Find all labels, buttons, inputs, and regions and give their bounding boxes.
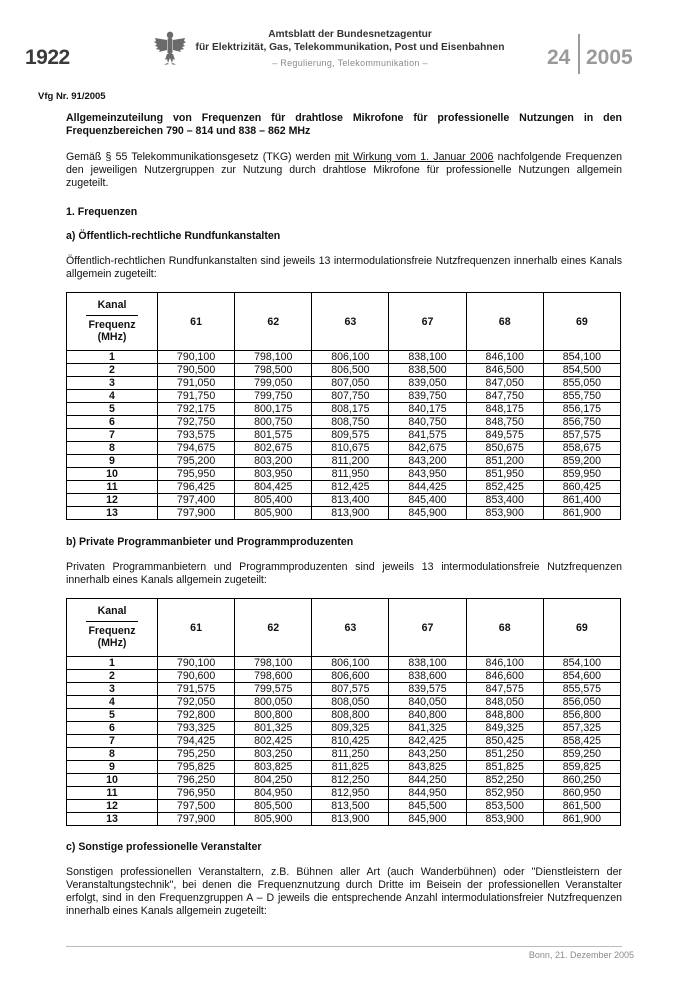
channel-header: 61 bbox=[158, 293, 235, 351]
frequency-value-cell: 796,950 bbox=[158, 787, 235, 800]
frequency-value-cell: 805,400 bbox=[235, 494, 312, 507]
frequency-value-cell: 795,200 bbox=[158, 455, 235, 468]
frequency-value-cell: 792,750 bbox=[158, 416, 235, 429]
frequency-number-cell: 9 bbox=[67, 455, 158, 468]
frequency-value-cell: 845,900 bbox=[389, 507, 466, 520]
frequency-number-cell: 10 bbox=[67, 468, 158, 481]
channel-header: 69 bbox=[543, 293, 620, 351]
table-row bbox=[67, 813, 621, 826]
frequency-value-cell: 839,750 bbox=[389, 390, 466, 403]
frequency-value-cell: 847,750 bbox=[466, 390, 543, 403]
footer-divider bbox=[66, 946, 622, 947]
frequency-value-cell: 807,575 bbox=[312, 683, 389, 696]
frequency-value-cell: 853,400 bbox=[466, 494, 543, 507]
corner-header bbox=[67, 599, 158, 657]
frequency-value-cell: 811,950 bbox=[312, 468, 389, 481]
frequency-value-cell: 809,325 bbox=[312, 722, 389, 735]
frequency-value-cell: 847,050 bbox=[466, 377, 543, 390]
frequency-value-cell: 852,950 bbox=[466, 787, 543, 800]
frequency-value-cell: 843,825 bbox=[389, 761, 466, 774]
channel-header: 68 bbox=[466, 293, 543, 351]
frequency-value-cell: 840,175 bbox=[389, 403, 466, 416]
kanal-label: Kanal bbox=[97, 605, 127, 618]
frequency-value-cell: 846,100 bbox=[466, 657, 543, 670]
frequency-value-cell: 839,575 bbox=[389, 683, 466, 696]
frequency-value-cell: 848,175 bbox=[466, 403, 543, 416]
channel-header: 68 bbox=[466, 599, 543, 657]
frequency-value-cell: 808,800 bbox=[312, 709, 389, 722]
intro-effective-date: mit Wirkung vom 1. Januar 2006 bbox=[334, 151, 494, 163]
issue-number: 24 bbox=[547, 46, 571, 69]
frequency-value-cell: 798,500 bbox=[235, 364, 312, 377]
frequency-value-cell: 797,500 bbox=[158, 800, 235, 813]
unit-label: (MHz) bbox=[97, 331, 127, 344]
table-row bbox=[67, 390, 621, 403]
frequency-value-cell: 846,100 bbox=[466, 351, 543, 364]
table-row bbox=[67, 416, 621, 429]
frequency-value-cell: 803,250 bbox=[235, 748, 312, 761]
frequency-value-cell: 800,175 bbox=[235, 403, 312, 416]
frequency-value-cell: 838,100 bbox=[389, 657, 466, 670]
gazette-subtitle: – Regulierung, Telekommunikation – bbox=[272, 58, 428, 68]
frequency-value-cell: 841,575 bbox=[389, 429, 466, 442]
frequency-number-cell: 11 bbox=[67, 787, 158, 800]
frequenz-label: Frequenz bbox=[88, 624, 136, 637]
section-a-text: Öffentlich-rechtlichen Rundfunkanstalten sind jeweils 13 intermodulationsfreie Nutzfrequenzen innerhalb eines Kanals allgemein zugeteilt: bbox=[66, 255, 622, 280]
frequency-value-cell: 838,100 bbox=[389, 351, 466, 364]
frequency-value-cell: 796,425 bbox=[158, 481, 235, 494]
frequency-value-cell: 838,500 bbox=[389, 364, 466, 377]
frequency-value-cell: 795,950 bbox=[158, 468, 235, 481]
frequency-number-cell: 3 bbox=[67, 683, 158, 696]
frequency-value-cell: 842,425 bbox=[389, 735, 466, 748]
frequency-value-cell: 794,675 bbox=[158, 442, 235, 455]
frequency-value-cell: 851,950 bbox=[466, 468, 543, 481]
frequency-number-cell: 6 bbox=[67, 416, 158, 429]
frequency-value-cell: 797,900 bbox=[158, 507, 235, 520]
frequency-number-cell: 13 bbox=[67, 507, 158, 520]
frequency-value-cell: 790,500 bbox=[158, 364, 235, 377]
header-divider bbox=[578, 34, 580, 74]
frequency-value-cell: 840,050 bbox=[389, 696, 466, 709]
frequency-value-cell: 859,950 bbox=[543, 468, 620, 481]
frequency-number-cell: 2 bbox=[67, 364, 158, 377]
frequency-number-cell: 3 bbox=[67, 377, 158, 390]
frequency-value-cell: 811,825 bbox=[312, 761, 389, 774]
frequency-value-cell: 851,200 bbox=[466, 455, 543, 468]
table-row bbox=[67, 377, 621, 390]
frequency-value-cell: 806,500 bbox=[312, 364, 389, 377]
frequency-value-cell: 808,050 bbox=[312, 696, 389, 709]
issue-year: 2005 bbox=[586, 46, 633, 69]
frequency-value-cell: 801,325 bbox=[235, 722, 312, 735]
table-row bbox=[67, 761, 621, 774]
frequency-value-cell: 799,750 bbox=[235, 390, 312, 403]
intro-text-after: nachfolgende Frequenzen den jeweiligen Nutzergruppen zur Nutzung durch drahtlose Mikrofone für professionelle Nutzungen allgemein zugeteilt. bbox=[66, 151, 623, 189]
table-row bbox=[67, 670, 621, 683]
frequency-value-cell: 798,100 bbox=[235, 351, 312, 364]
frequency-value-cell: 803,950 bbox=[235, 468, 312, 481]
frequency-number-cell: 5 bbox=[67, 709, 158, 722]
frequency-value-cell: 800,050 bbox=[235, 696, 312, 709]
frequency-value-cell: 851,250 bbox=[466, 748, 543, 761]
frequency-value-cell: 797,400 bbox=[158, 494, 235, 507]
section-c-heading: c) Sonstige professionelle Veranstalter bbox=[66, 841, 262, 853]
table-row bbox=[67, 481, 621, 494]
frequency-value-cell: 844,250 bbox=[389, 774, 466, 787]
frequency-value-cell: 861,500 bbox=[543, 800, 620, 813]
frequency-value-cell: 796,250 bbox=[158, 774, 235, 787]
frequency-value-cell: 795,250 bbox=[158, 748, 235, 761]
frequenz-label: Frequenz bbox=[88, 318, 136, 331]
frequency-number-cell: 12 bbox=[67, 494, 158, 507]
table-row bbox=[67, 774, 621, 787]
channel-header: 67 bbox=[389, 599, 466, 657]
channel-header: 67 bbox=[389, 293, 466, 351]
frequency-value-cell: 861,900 bbox=[543, 507, 620, 520]
frequency-value-cell: 791,050 bbox=[158, 377, 235, 390]
page-number: 1922 bbox=[25, 46, 70, 69]
intro-paragraph bbox=[66, 151, 622, 190]
frequency-value-cell: 798,600 bbox=[235, 670, 312, 683]
frequency-value-cell: 804,950 bbox=[235, 787, 312, 800]
table-row bbox=[67, 722, 621, 735]
frequency-value-cell: 842,675 bbox=[389, 442, 466, 455]
frequency-value-cell: 790,600 bbox=[158, 670, 235, 683]
frequency-value-cell: 846,600 bbox=[466, 670, 543, 683]
frequency-value-cell: 806,100 bbox=[312, 657, 389, 670]
table-row bbox=[67, 364, 621, 377]
channel-header: 62 bbox=[235, 293, 312, 351]
frequency-value-cell: 861,400 bbox=[543, 494, 620, 507]
frequency-value-cell: 844,425 bbox=[389, 481, 466, 494]
frequency-value-cell: 810,425 bbox=[312, 735, 389, 748]
frequency-value-cell: 808,175 bbox=[312, 403, 389, 416]
frequency-value-cell: 855,750 bbox=[543, 390, 620, 403]
frequency-value-cell: 799,050 bbox=[235, 377, 312, 390]
frequency-value-cell: 839,050 bbox=[389, 377, 466, 390]
intro-text-before: Gemäß § 55 Telekommunikationsgesetz (TKG) werden bbox=[66, 151, 335, 163]
frequency-value-cell: 798,100 bbox=[235, 657, 312, 670]
frequency-value-cell: 852,250 bbox=[466, 774, 543, 787]
table-row bbox=[67, 455, 621, 468]
frequency-value-cell: 860,950 bbox=[543, 787, 620, 800]
frequency-value-cell: 852,425 bbox=[466, 481, 543, 494]
frequency-value-cell: 845,500 bbox=[389, 800, 466, 813]
frequency-number-cell: 10 bbox=[67, 774, 158, 787]
frequency-value-cell: 800,750 bbox=[235, 416, 312, 429]
unit-label: (MHz) bbox=[97, 637, 127, 650]
frequency-value-cell: 858,675 bbox=[543, 442, 620, 455]
frequency-number-cell: 7 bbox=[67, 429, 158, 442]
frequency-number-cell: 13 bbox=[67, 813, 158, 826]
frequency-value-cell: 849,325 bbox=[466, 722, 543, 735]
frequency-value-cell: 792,050 bbox=[158, 696, 235, 709]
frequency-value-cell: 853,500 bbox=[466, 800, 543, 813]
frequency-value-cell: 859,250 bbox=[543, 748, 620, 761]
frequency-value-cell: 813,900 bbox=[312, 813, 389, 826]
header-rule bbox=[86, 315, 138, 316]
frequency-value-cell: 805,900 bbox=[235, 507, 312, 520]
section-c-text: Sonstigen professionellen Veranstaltern, z.B. Bühnen aller Art (auch Wanderbühnen) oder "Dienstleistern der Veranstaltungstechnik", bei denen die Frequenznutzung durch Dritte im Beisein der professionellen Veranstalter erfolgt, sind in den Frequenzgruppen A – D jeweils die entsprechende Anzahl intermodulationsfreier Nutzfrequenzen innerhalb eines Kanals allgemein zugeteilt: bbox=[66, 866, 622, 917]
frequency-number-cell: 6 bbox=[67, 722, 158, 735]
frequency-value-cell: 790,100 bbox=[158, 657, 235, 670]
frequency-value-cell: 843,200 bbox=[389, 455, 466, 468]
frequency-value-cell: 811,200 bbox=[312, 455, 389, 468]
kanal-label: Kanal bbox=[97, 299, 127, 312]
frequency-value-cell: 806,100 bbox=[312, 351, 389, 364]
frequency-value-cell: 857,575 bbox=[543, 429, 620, 442]
frequency-table-b bbox=[66, 598, 621, 826]
channel-header: 63 bbox=[312, 599, 389, 657]
table-header-row bbox=[67, 293, 621, 351]
frequency-value-cell: 853,900 bbox=[466, 813, 543, 826]
frequency-value-cell: 793,325 bbox=[158, 722, 235, 735]
channel-header: 69 bbox=[543, 599, 620, 657]
frequency-number-cell: 4 bbox=[67, 390, 158, 403]
frequency-value-cell: 854,500 bbox=[543, 364, 620, 377]
frequency-value-cell: 813,500 bbox=[312, 800, 389, 813]
frequency-value-cell: 803,200 bbox=[235, 455, 312, 468]
frequency-value-cell: 807,050 bbox=[312, 377, 389, 390]
frequency-value-cell: 851,825 bbox=[466, 761, 543, 774]
table-row bbox=[67, 709, 621, 722]
frequency-value-cell: 804,425 bbox=[235, 481, 312, 494]
frequency-value-cell: 838,600 bbox=[389, 670, 466, 683]
frequency-value-cell: 856,750 bbox=[543, 416, 620, 429]
table-b-body bbox=[67, 657, 621, 826]
section-1-heading: 1. Frequenzen bbox=[66, 206, 138, 218]
frequency-value-cell: 848,800 bbox=[466, 709, 543, 722]
frequency-value-cell: 854,600 bbox=[543, 670, 620, 683]
frequency-value-cell: 860,425 bbox=[543, 481, 620, 494]
frequency-value-cell: 841,325 bbox=[389, 722, 466, 735]
frequency-value-cell: 849,575 bbox=[466, 429, 543, 442]
table-row bbox=[67, 800, 621, 813]
frequency-value-cell: 806,600 bbox=[312, 670, 389, 683]
table-row bbox=[67, 351, 621, 364]
frequency-value-cell: 792,175 bbox=[158, 403, 235, 416]
frequency-number-cell: 1 bbox=[67, 657, 158, 670]
frequency-number-cell: 11 bbox=[67, 481, 158, 494]
section-b-heading: b) Private Programmanbieter und Programmproduzenten bbox=[66, 536, 354, 548]
frequency-value-cell: 812,250 bbox=[312, 774, 389, 787]
frequency-number-cell: 7 bbox=[67, 735, 158, 748]
gazette-title-line2: für Elektrizität, Gas, Telekommunikation, Post und Eisenbahnen bbox=[195, 42, 505, 53]
frequency-value-cell: 793,575 bbox=[158, 429, 235, 442]
frequency-value-cell: 856,050 bbox=[543, 696, 620, 709]
frequency-value-cell: 792,800 bbox=[158, 709, 235, 722]
frequency-number-cell: 1 bbox=[67, 351, 158, 364]
frequency-value-cell: 812,425 bbox=[312, 481, 389, 494]
table-row bbox=[67, 735, 621, 748]
frequency-value-cell: 805,900 bbox=[235, 813, 312, 826]
table-header-row bbox=[67, 599, 621, 657]
frequency-value-cell: 846,500 bbox=[466, 364, 543, 377]
frequency-value-cell: 843,950 bbox=[389, 468, 466, 481]
frequency-value-cell: 813,900 bbox=[312, 507, 389, 520]
channel-header: 62 bbox=[235, 599, 312, 657]
gazette-title-line1: Amtsblatt der Bundesnetzagentur bbox=[268, 29, 432, 40]
frequency-value-cell: 808,750 bbox=[312, 416, 389, 429]
frequency-value-cell: 807,750 bbox=[312, 390, 389, 403]
frequency-value-cell: 861,900 bbox=[543, 813, 620, 826]
frequency-value-cell: 800,800 bbox=[235, 709, 312, 722]
frequency-value-cell: 858,425 bbox=[543, 735, 620, 748]
table-row bbox=[67, 787, 621, 800]
section-a-heading: a) Öffentlich-rechtliche Rundfunkanstalten bbox=[66, 230, 281, 242]
frequency-value-cell: 848,750 bbox=[466, 416, 543, 429]
frequency-value-cell: 850,675 bbox=[466, 442, 543, 455]
table-row bbox=[67, 403, 621, 416]
frequency-value-cell: 855,575 bbox=[543, 683, 620, 696]
frequency-number-cell: 8 bbox=[67, 748, 158, 761]
frequency-number-cell: 5 bbox=[67, 403, 158, 416]
frequency-value-cell: 790,100 bbox=[158, 351, 235, 364]
frequency-value-cell: 811,250 bbox=[312, 748, 389, 761]
frequency-value-cell: 855,050 bbox=[543, 377, 620, 390]
frequency-number-cell: 4 bbox=[67, 696, 158, 709]
frequency-value-cell: 797,900 bbox=[158, 813, 235, 826]
channel-header: 63 bbox=[312, 293, 389, 351]
frequency-value-cell: 805,500 bbox=[235, 800, 312, 813]
frequency-value-cell: 857,325 bbox=[543, 722, 620, 735]
table-row bbox=[67, 494, 621, 507]
frequency-value-cell: 848,050 bbox=[466, 696, 543, 709]
table-row bbox=[67, 429, 621, 442]
frequency-number-cell: 12 bbox=[67, 800, 158, 813]
document-title: Allgemeinzuteilung von Frequenzen für drahtlose Mikrofone für professionelle Nutzungen in den Frequenzbereichen 790 – 814 und 838 – 862 MHz bbox=[66, 112, 622, 137]
frequency-value-cell: 794,425 bbox=[158, 735, 235, 748]
frequency-value-cell: 803,825 bbox=[235, 761, 312, 774]
frequency-value-cell: 804,250 bbox=[235, 774, 312, 787]
vfg-number: Vfg Nr. 91/2005 bbox=[38, 91, 106, 102]
frequency-value-cell: 840,800 bbox=[389, 709, 466, 722]
frequency-table-a bbox=[66, 292, 621, 520]
frequency-value-cell: 802,425 bbox=[235, 735, 312, 748]
frequency-value-cell: 801,575 bbox=[235, 429, 312, 442]
header-rule bbox=[86, 621, 138, 622]
table-row bbox=[67, 442, 621, 455]
frequency-value-cell: 854,100 bbox=[543, 657, 620, 670]
frequency-value-cell: 812,950 bbox=[312, 787, 389, 800]
frequency-value-cell: 859,200 bbox=[543, 455, 620, 468]
frequency-value-cell: 840,750 bbox=[389, 416, 466, 429]
frequency-number-cell: 8 bbox=[67, 442, 158, 455]
channel-header: 61 bbox=[158, 599, 235, 657]
federal-eagle-icon bbox=[153, 30, 187, 66]
table-row bbox=[67, 683, 621, 696]
table-row bbox=[67, 468, 621, 481]
table-row bbox=[67, 507, 621, 520]
frequency-value-cell: 795,825 bbox=[158, 761, 235, 774]
frequency-value-cell: 799,575 bbox=[235, 683, 312, 696]
frequency-value-cell: 802,675 bbox=[235, 442, 312, 455]
frequency-value-cell: 853,900 bbox=[466, 507, 543, 520]
frequency-value-cell: 791,575 bbox=[158, 683, 235, 696]
frequency-number-cell: 2 bbox=[67, 670, 158, 683]
frequency-value-cell: 856,800 bbox=[543, 709, 620, 722]
frequency-value-cell: 809,575 bbox=[312, 429, 389, 442]
frequency-value-cell: 845,400 bbox=[389, 494, 466, 507]
frequency-value-cell: 810,675 bbox=[312, 442, 389, 455]
table-a-body bbox=[67, 351, 621, 520]
frequency-value-cell: 856,175 bbox=[543, 403, 620, 416]
frequency-value-cell: 791,750 bbox=[158, 390, 235, 403]
footer-place-date: Bonn, 21. Dezember 2005 bbox=[528, 950, 634, 960]
frequency-value-cell: 847,575 bbox=[466, 683, 543, 696]
frequency-value-cell: 850,425 bbox=[466, 735, 543, 748]
frequency-value-cell: 843,250 bbox=[389, 748, 466, 761]
frequency-value-cell: 854,100 bbox=[543, 351, 620, 364]
frequency-value-cell: 860,250 bbox=[543, 774, 620, 787]
corner-header bbox=[67, 293, 158, 351]
frequency-value-cell: 845,900 bbox=[389, 813, 466, 826]
section-b-text: Privaten Programmanbietern und Programmproduzenten sind jeweils 13 intermodulationsfreie Nutzfrequenzen innerhalb eines Kanals allgemein zugeteilt: bbox=[66, 561, 622, 586]
table-row bbox=[67, 657, 621, 670]
frequency-number-cell: 9 bbox=[67, 761, 158, 774]
table-row bbox=[67, 696, 621, 709]
frequency-value-cell: 813,400 bbox=[312, 494, 389, 507]
table-row bbox=[67, 748, 621, 761]
frequency-value-cell: 844,950 bbox=[389, 787, 466, 800]
frequency-value-cell: 859,825 bbox=[543, 761, 620, 774]
